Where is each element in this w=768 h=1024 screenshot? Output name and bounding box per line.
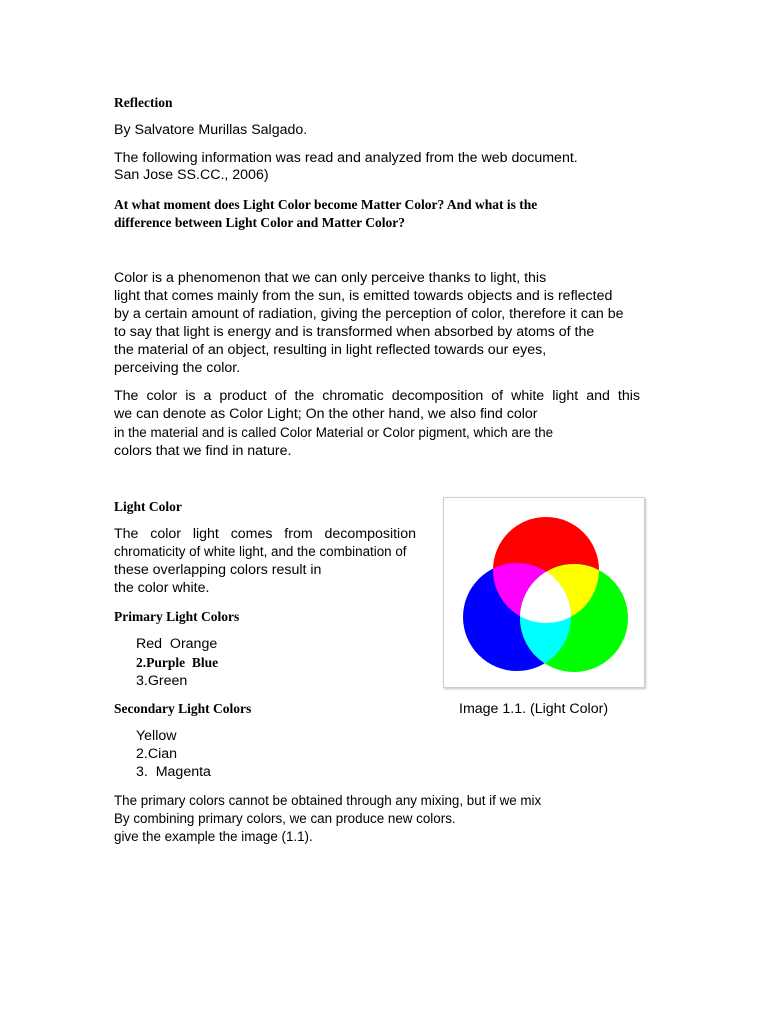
para1-line-5: the material of an object, resulting in light reflected towards our eyes,	[114, 342, 547, 358]
light-color-line-4: the color white.	[114, 580, 210, 596]
para1-line-3: by a certain amount of radiation, giving the perception of color, therefore it can be	[114, 306, 624, 322]
para1-line-6: perceiving the color.	[114, 360, 241, 376]
para2-line-4: colors that we find in nature.	[114, 443, 292, 459]
light-color-line-1: The color light comes from decomposition	[114, 526, 416, 542]
para2-line-1: The color is a product of the chromatic decomposition of white light and this	[114, 388, 640, 404]
secondary-item-1: Yellow	[136, 728, 177, 744]
light-color-figure	[443, 497, 645, 688]
page-heading: Reflection	[114, 95, 173, 110]
closing-line-2: By combining primary colors, we can produce new colors.	[114, 811, 456, 826]
secondary-item-3: 3. Magenta	[136, 764, 211, 780]
question-line-2: difference between Light Color and Matter Color?	[114, 215, 405, 230]
light-color-line-2: chromaticity of white light, and the combination of	[114, 544, 407, 559]
secondary-item-2: 2.Cian	[136, 746, 178, 762]
question-line-1: At what moment does Light Color become Matter Color? And what is the	[114, 197, 538, 212]
para1-line-2: light that comes mainly from the sun, is emitted towards objects and is reflected	[114, 288, 613, 304]
primary-item-3: 3.Green	[136, 673, 188, 689]
closing-line-1: The primary colors cannot be obtained through any mixing, but if we mix	[114, 793, 542, 808]
para1-line-1: Color is a phenomenon that we can only perceive thanks to light, this	[114, 270, 547, 286]
primary-item-2: 2.Purple Blue	[136, 655, 219, 670]
light-color-heading: Light Color	[114, 499, 182, 514]
figure-caption: Image 1.1. (Light Color)	[459, 701, 609, 717]
source-line-2: San Jose SS.CC., 2006)	[114, 167, 269, 183]
author-line: By Salvatore Murillas Salgado.	[114, 122, 308, 138]
source-line-1: The following information was read and analyzed from the web document.	[114, 150, 578, 166]
closing-line-3: give the example the image (1.1).	[114, 829, 313, 844]
rgb-venn-diagram	[444, 498, 644, 687]
primary-item-1: Red Orange	[136, 636, 218, 652]
para2-line-2: we can denote as Color Light; On the other hand, we also find color	[114, 406, 538, 422]
secondary-heading: Secondary Light Colors	[114, 701, 252, 716]
para1-line-4: to say that light is energy and is transformed when absorbed by atoms of the	[114, 324, 595, 340]
light-color-line-3: these overlapping colors result in	[114, 562, 322, 578]
primary-heading: Primary Light Colors	[114, 609, 240, 624]
para2-line-3: in the material and is called Color Material or Color pigment, which are the	[114, 425, 554, 440]
